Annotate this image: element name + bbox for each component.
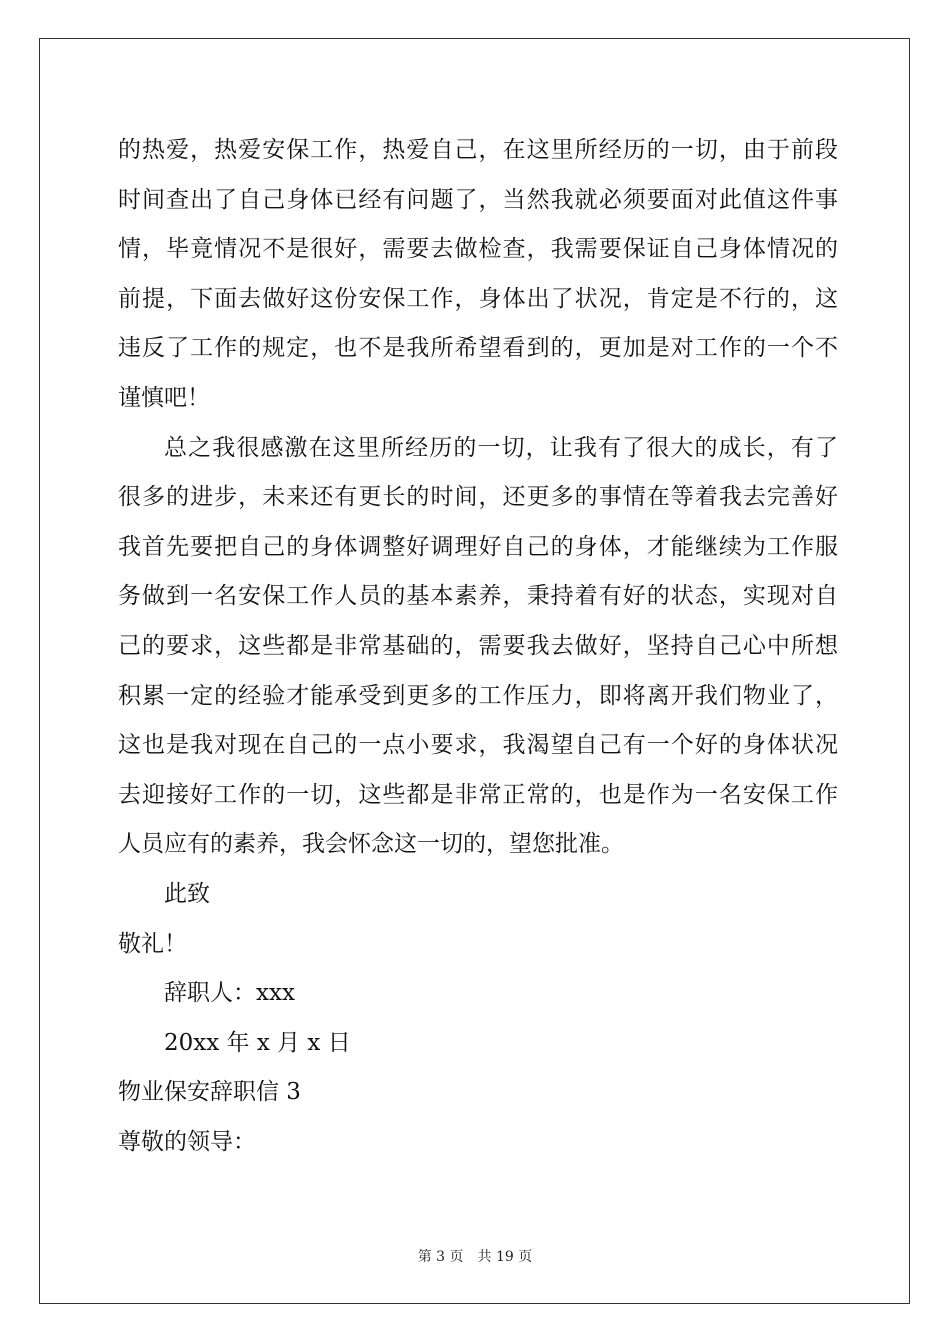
page-number: 第 3 页: [417, 1249, 464, 1265]
signature-date: 20xx 年 x 月 x 日: [164, 1029, 351, 1056]
salutation-regards: 敬礼！: [118, 930, 187, 957]
body-line: 谨慎吧！: [118, 384, 210, 411]
section-title: 物业保安辞职信 3: [118, 1079, 301, 1106]
body-line: 违反了工作的规定，也不是我所希望看到的，更加是对工作的一个不: [118, 335, 838, 362]
salutation-closing: 此致: [164, 880, 210, 907]
page-footer: [0, 1246, 950, 1266]
document-body: [118, 126, 838, 1167]
body-line: 务做到一名安保工作人员的基本素养，秉持着有好的状态，实现对自: [118, 583, 838, 610]
body-line: 去迎接好工作的一切，这些都是非常正常的，也是作为一名安保工作: [118, 781, 838, 808]
body-line: 前提，下面去做好这份安保工作，身体出了状况，肯定是不行的，这: [118, 285, 838, 312]
body-line: 总之我很感激在这里所经历的一切，让我有了很大的成长，有了: [164, 434, 838, 461]
body-line: 很多的进步，未来还有更长的时间，还更多的事情在等着我去完善好: [118, 484, 838, 511]
body-line: 我首先要把自己的身体调整好调理好自己的身体，才能继续为工作服: [118, 533, 838, 560]
body-line: 己的要求，这些都是非常基础的，需要我去做好，坚持自己心中所想: [118, 632, 838, 659]
body-line: 的热爱，热爱安保工作，热爱自己，在这里所经历的一切，由于前段: [118, 137, 838, 163]
body-line: 情，毕竟情况不是很好，需要去做检查，我需要保证自己身体情况的: [118, 236, 838, 263]
body-line: 这也是我对现在自己的一点小要求，我渴望自己有一个好的身体状况: [118, 732, 838, 759]
signature-name: 辞职人：xxx: [164, 980, 295, 1007]
body-line: 积累一定的经验才能承受到更多的工作压力，即将离开我们物业了，: [118, 682, 838, 709]
letter-greeting: 尊敬的领导：: [118, 1128, 256, 1155]
body-line: 时间查出了自己身体已经有问题了，当然我就必须要面对此值这件事: [118, 186, 838, 213]
page-total: 共 19 页: [477, 1249, 533, 1265]
body-line: 人员应有的素养，我会怀念这一切的，望您批准。: [118, 831, 624, 858]
